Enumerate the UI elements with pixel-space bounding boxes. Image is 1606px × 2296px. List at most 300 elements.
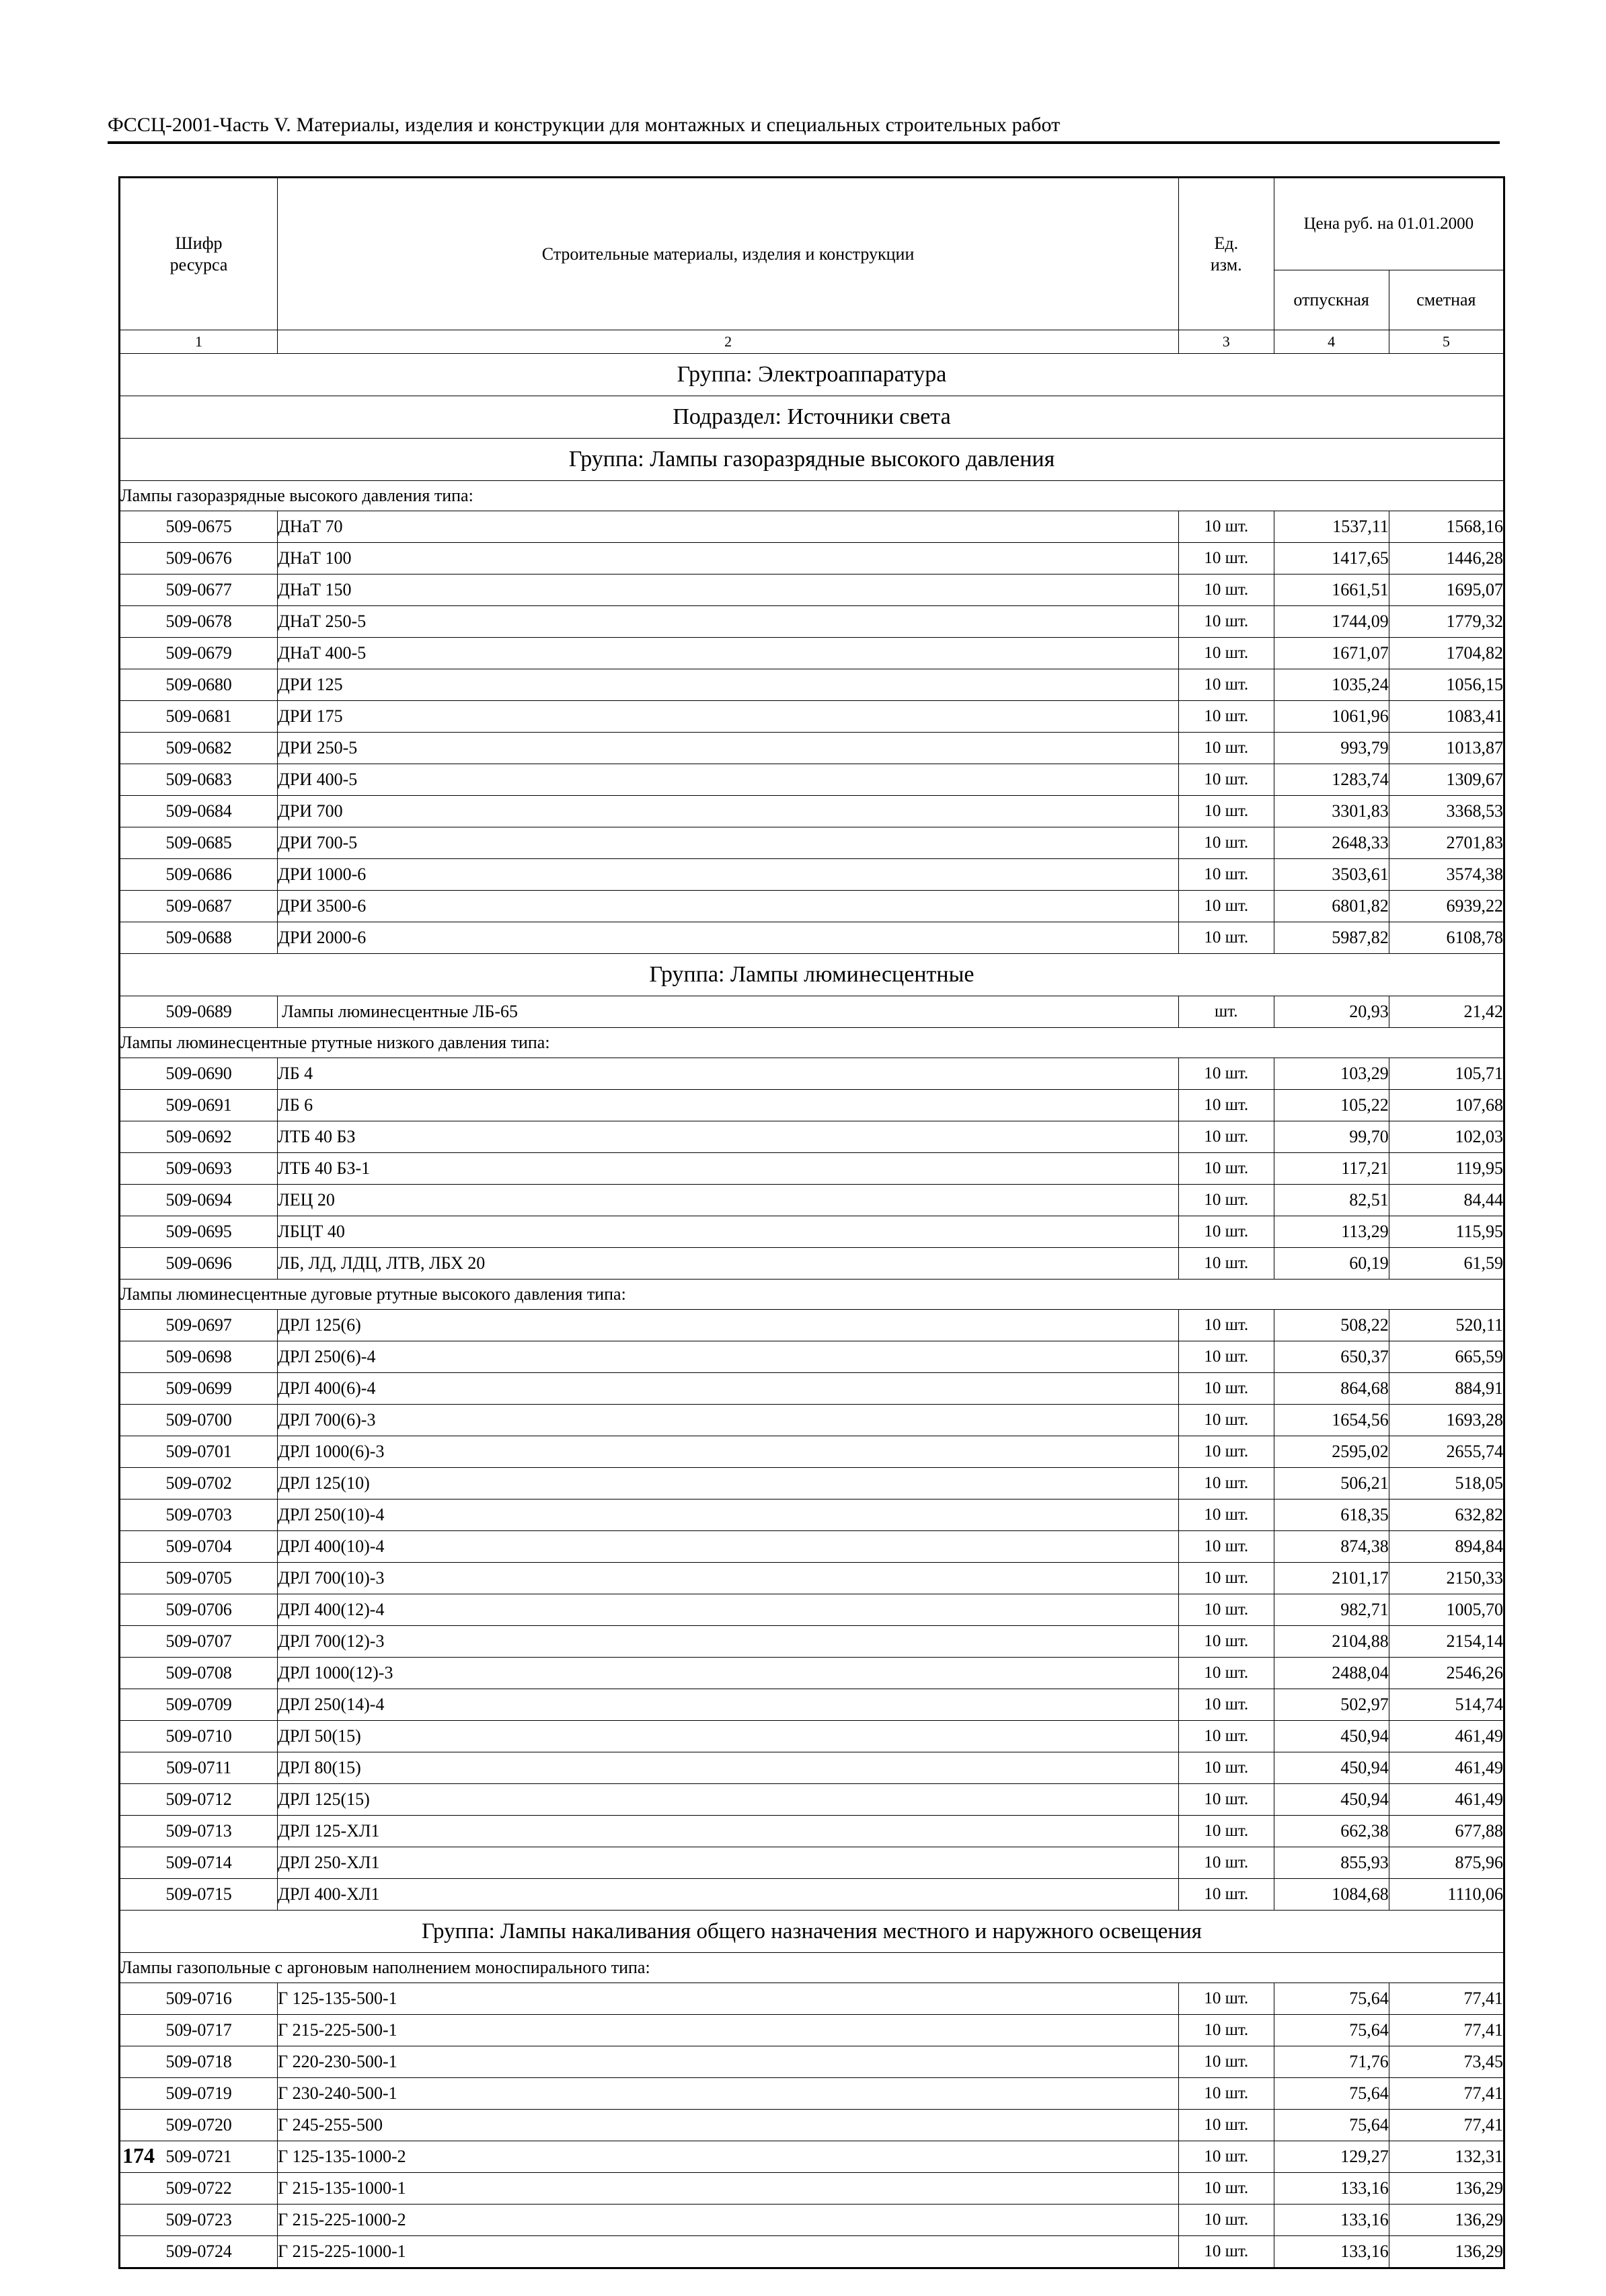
row-unit: 10 шт. <box>1179 796 1274 827</box>
subtitle-text: Лампы газоразрядные высокого давления типа: <box>120 481 1504 511</box>
row-resource-code: 509-0719 <box>120 2078 278 2110</box>
price-table <box>118 176 1505 2269</box>
row-price-release: 3503,61 <box>1274 859 1389 891</box>
row-material-name: ДНаТ 100 <box>278 543 1179 575</box>
row-material-name: ДРИ 700 <box>278 796 1179 827</box>
row-price-estimate: 6939,22 <box>1389 891 1504 922</box>
row-unit: 10 шт. <box>1179 1216 1274 1248</box>
subtitle-row <box>120 1028 1504 1058</box>
row-material-name: ДРЛ 700(6)-3 <box>278 1405 1179 1436</box>
row-unit: 10 шт. <box>1179 2046 1274 2078</box>
table-row <box>120 701 1504 733</box>
row-price-estimate: 514,74 <box>1389 1689 1504 1721</box>
row-material-name: ЛБ, ЛД, ЛДЦ, ЛТВ, ЛБХ 20 <box>278 1248 1179 1280</box>
row-unit: 10 шт. <box>1179 2173 1274 2205</box>
row-price-release: 1661,51 <box>1274 575 1389 606</box>
row-material-name: Г 245-255-500 <box>278 2110 1179 2141</box>
header-code-cell <box>120 178 278 330</box>
row-price-estimate: 677,88 <box>1389 1816 1504 1847</box>
row-unit: 10 шт. <box>1179 669 1274 701</box>
row-price-estimate: 84,44 <box>1389 1185 1504 1216</box>
row-resource-code: 509-0677 <box>120 575 278 606</box>
row-resource-code: 509-0702 <box>120 1468 278 1499</box>
table-row <box>120 2205 1504 2236</box>
header-unit-cell <box>1179 178 1274 330</box>
table-row <box>120 827 1504 859</box>
row-material-name: Г 215-225-1000-2 <box>278 2205 1179 2236</box>
table-row <box>120 1499 1504 1531</box>
row-price-estimate: 115,95 <box>1389 1216 1504 1248</box>
row-material-name: ДРИ 125 <box>278 669 1179 701</box>
row-unit: 10 шт. <box>1179 1784 1274 1816</box>
row-resource-code: 509-0701 <box>120 1436 278 1468</box>
row-resource-code: 509-0711 <box>120 1752 278 1784</box>
subtitle-row <box>120 1953 1504 1983</box>
row-price-release: 3301,83 <box>1274 796 1389 827</box>
table-row <box>120 1090 1504 1121</box>
row-price-estimate: 884,91 <box>1389 1373 1504 1405</box>
row-unit: 10 шт. <box>1179 1752 1274 1784</box>
row-material-name: Г 220-230-500-1 <box>278 2046 1179 2078</box>
table-row <box>120 733 1504 764</box>
table-row <box>120 543 1504 575</box>
row-resource-code: 509-0695 <box>120 1216 278 1248</box>
group-banner-row <box>120 354 1504 396</box>
header-code-line2: ресурса <box>169 254 228 274</box>
header-price-estimate: сметная <box>1389 270 1504 330</box>
row-price-release: 103,29 <box>1274 1058 1389 1090</box>
row-price-release: 75,64 <box>1274 2078 1389 2110</box>
table-row <box>120 1121 1504 1153</box>
subtitle-text: Лампы газопольные с аргоновым наполнением моноспирального типа: <box>120 1953 1504 1983</box>
row-resource-code: 509-0718 <box>120 2046 278 2078</box>
row-price-release: 82,51 <box>1274 1185 1389 1216</box>
subtitle-text: Лампы люминесцентные ртутные низкого давления типа: <box>120 1028 1504 1058</box>
row-material-name: ДРЛ 125(6) <box>278 1310 1179 1341</box>
running-head-rule <box>108 141 1500 144</box>
row-material-name: ДРЛ 250(10)-4 <box>278 1499 1179 1531</box>
table-row <box>120 2110 1504 2141</box>
row-resource-code: 509-0703 <box>120 1499 278 1531</box>
row-resource-code: 509-0681 <box>120 701 278 733</box>
subtitle-row <box>120 481 1504 511</box>
table-row <box>120 1373 1504 1405</box>
table-row <box>120 575 1504 606</box>
table-row <box>120 1531 1504 1563</box>
row-material-name: ДРИ 1000-6 <box>278 859 1179 891</box>
subtitle-row <box>120 1280 1504 1310</box>
header-code-line1: Шифр <box>175 233 223 253</box>
row-material-name: ДРЛ 1000(12)-3 <box>278 1658 1179 1689</box>
row-unit: шт. <box>1179 996 1274 1028</box>
row-price-release: 75,64 <box>1274 2110 1389 2141</box>
row-resource-code: 509-0688 <box>120 922 278 954</box>
row-unit: 10 шт. <box>1179 1153 1274 1185</box>
row-material-name: ДРЛ 400(10)-4 <box>278 1531 1179 1563</box>
row-price-release: 662,38 <box>1274 1816 1389 1847</box>
table-row <box>120 1983 1504 2015</box>
row-material-name: ДРЛ 400(12)-4 <box>278 1594 1179 1626</box>
row-material-name: ДРЛ 125-ХЛ1 <box>278 1816 1179 1847</box>
row-resource-code: 509-0712 <box>120 1784 278 1816</box>
group-banner-row <box>120 439 1504 481</box>
group-banner-text: Группа: Лампы люминесцентные <box>120 954 1504 996</box>
row-unit: 10 шт. <box>1179 764 1274 796</box>
row-price-estimate: 2701,83 <box>1389 827 1504 859</box>
row-price-release: 1417,65 <box>1274 543 1389 575</box>
row-price-release: 1671,07 <box>1274 638 1389 669</box>
row-resource-code: 509-0714 <box>120 1847 278 1879</box>
row-price-release: 133,16 <box>1274 2205 1389 2236</box>
row-price-estimate: 1013,87 <box>1389 733 1504 764</box>
table-row <box>120 891 1504 922</box>
row-price-estimate: 105,71 <box>1389 1058 1504 1090</box>
row-resource-code: 509-0691 <box>120 1090 278 1121</box>
row-unit: 10 шт. <box>1179 638 1274 669</box>
table-row <box>120 764 1504 796</box>
row-price-estimate: 875,96 <box>1389 1847 1504 1879</box>
row-price-release: 506,21 <box>1274 1468 1389 1499</box>
row-unit: 10 шт. <box>1179 1531 1274 1563</box>
row-price-estimate: 136,29 <box>1389 2236 1504 2268</box>
row-material-name: ДРИ 400-5 <box>278 764 1179 796</box>
row-unit: 10 шт. <box>1179 1341 1274 1373</box>
row-price-release: 1744,09 <box>1274 606 1389 638</box>
row-price-estimate: 1005,70 <box>1389 1594 1504 1626</box>
row-price-release: 105,22 <box>1274 1090 1389 1121</box>
row-unit: 10 шт. <box>1179 1436 1274 1468</box>
row-resource-code: 509-0690 <box>120 1058 278 1090</box>
table-row <box>120 1216 1504 1248</box>
header-unit-line2: изм. <box>1210 254 1242 274</box>
row-price-release: 982,71 <box>1274 1594 1389 1626</box>
row-price-release: 508,22 <box>1274 1310 1389 1341</box>
row-resource-code: 509-0685 <box>120 827 278 859</box>
column-number-2: 2 <box>278 330 1179 354</box>
row-price-estimate: 136,29 <box>1389 2173 1504 2205</box>
row-material-name: ДРИ 2000-6 <box>278 922 1179 954</box>
row-unit: 10 шт. <box>1179 1594 1274 1626</box>
row-material-name: Г 215-225-1000-1 <box>278 2236 1179 2268</box>
row-unit: 10 шт. <box>1179 1405 1274 1436</box>
row-price-estimate: 119,95 <box>1389 1153 1504 1185</box>
row-unit: 10 шт. <box>1179 2110 1274 2141</box>
row-material-name: ДРЛ 50(15) <box>278 1721 1179 1752</box>
table-row <box>120 1058 1504 1090</box>
row-resource-code: 509-0694 <box>120 1185 278 1216</box>
table-row <box>120 996 1504 1028</box>
row-material-name: ДРЛ 125(10) <box>278 1468 1179 1499</box>
row-unit: 10 шт. <box>1179 1847 1274 1879</box>
row-resource-code: 509-0684 <box>120 796 278 827</box>
table-row <box>120 859 1504 891</box>
row-price-release: 129,27 <box>1274 2141 1389 2173</box>
row-unit: 10 шт. <box>1179 859 1274 891</box>
row-price-estimate: 102,03 <box>1389 1121 1504 1153</box>
row-price-release: 1654,56 <box>1274 1405 1389 1436</box>
row-resource-code: 509-0699 <box>120 1373 278 1405</box>
row-price-estimate: 1083,41 <box>1389 701 1504 733</box>
row-resource-code: 509-0675 <box>120 511 278 543</box>
row-resource-code: 509-0683 <box>120 764 278 796</box>
row-resource-code: 509-0680 <box>120 669 278 701</box>
row-price-release: 2595,02 <box>1274 1436 1389 1468</box>
row-price-estimate: 77,41 <box>1389 1983 1504 2015</box>
row-material-name: ЛБЦТ 40 <box>278 1216 1179 1248</box>
table-row <box>120 1153 1504 1185</box>
row-price-estimate: 2546,26 <box>1389 1658 1504 1689</box>
row-price-release: 99,70 <box>1274 1121 1389 1153</box>
row-unit: 10 шт. <box>1179 1310 1274 1341</box>
table-row <box>120 2046 1504 2078</box>
row-price-release: 1084,68 <box>1274 1879 1389 1911</box>
group-banner-text: Группа: Лампы газоразрядные высокого давления <box>120 439 1504 481</box>
row-price-estimate: 132,31 <box>1389 2141 1504 2173</box>
table-row <box>120 1436 1504 1468</box>
row-price-release: 2488,04 <box>1274 1658 1389 1689</box>
row-price-release: 20,93 <box>1274 996 1389 1028</box>
row-price-release: 2648,33 <box>1274 827 1389 859</box>
row-price-estimate: 1704,82 <box>1389 638 1504 669</box>
row-resource-code: 509-0715 <box>120 1879 278 1911</box>
row-material-name: ДНаТ 400-5 <box>278 638 1179 669</box>
row-resource-code: 509-0724 <box>120 2236 278 2268</box>
column-number-4: 4 <box>1274 330 1389 354</box>
row-price-estimate: 73,45 <box>1389 2046 1504 2078</box>
row-material-name: ДРЛ 400-ХЛ1 <box>278 1879 1179 1911</box>
table-row <box>120 511 1504 543</box>
row-price-release: 874,38 <box>1274 1531 1389 1563</box>
row-price-estimate: 665,59 <box>1389 1341 1504 1373</box>
row-resource-code: 509-0698 <box>120 1341 278 1373</box>
row-material-name: ДРЛ 400(6)-4 <box>278 1373 1179 1405</box>
row-price-release: 75,64 <box>1274 1983 1389 2015</box>
row-resource-code: 509-0723 <box>120 2205 278 2236</box>
row-material-name: ДРЛ 1000(6)-3 <box>278 1436 1179 1468</box>
row-price-release: 60,19 <box>1274 1248 1389 1280</box>
row-resource-code: 509-0721 <box>120 2141 278 2173</box>
table-row <box>120 1847 1504 1879</box>
table-row <box>120 1405 1504 1436</box>
row-unit: 10 шт. <box>1179 2236 1274 2268</box>
row-material-name: ЛБ 6 <box>278 1090 1179 1121</box>
row-price-release: 650,37 <box>1274 1341 1389 1373</box>
row-resource-code: 509-0678 <box>120 606 278 638</box>
row-material-name: ДРИ 3500-6 <box>278 891 1179 922</box>
row-unit: 10 шт. <box>1179 827 1274 859</box>
table-row <box>120 1341 1504 1373</box>
table-row <box>120 1752 1504 1784</box>
row-resource-code: 509-0692 <box>120 1121 278 1153</box>
header-unit-line1: Ед. <box>1214 233 1239 253</box>
row-material-name: Г 125-135-500-1 <box>278 1983 1179 2015</box>
row-price-estimate: 107,68 <box>1389 1090 1504 1121</box>
header-row <box>120 178 1504 270</box>
row-resource-code: 509-0705 <box>120 1563 278 1594</box>
row-price-release: 502,97 <box>1274 1689 1389 1721</box>
row-unit: 10 шт. <box>1179 1090 1274 1121</box>
row-unit: 10 шт. <box>1179 1816 1274 1847</box>
column-number-1: 1 <box>120 330 278 354</box>
table-row <box>120 1879 1504 1911</box>
row-price-release: 2104,88 <box>1274 1626 1389 1658</box>
row-material-name: Г 230-240-500-1 <box>278 2078 1179 2110</box>
row-resource-code: 509-0686 <box>120 859 278 891</box>
row-material-name: Г 215-135-1000-1 <box>278 2173 1179 2205</box>
row-price-release: 1061,96 <box>1274 701 1389 733</box>
row-price-estimate: 61,59 <box>1389 1248 1504 1280</box>
row-price-estimate: 894,84 <box>1389 1531 1504 1563</box>
row-unit: 10 шт. <box>1179 1689 1274 1721</box>
row-price-release: 450,94 <box>1274 1784 1389 1816</box>
row-resource-code: 509-0679 <box>120 638 278 669</box>
group-banner-row <box>120 954 1504 996</box>
table-row <box>120 1784 1504 1816</box>
row-material-name: Г 125-135-1000-2 <box>278 2141 1179 2173</box>
row-unit: 10 шт. <box>1179 511 1274 543</box>
row-price-estimate: 461,49 <box>1389 1752 1504 1784</box>
row-resource-code: 509-0706 <box>120 1594 278 1626</box>
row-material-name: ДНаТ 70 <box>278 511 1179 543</box>
row-unit: 10 шт. <box>1179 1563 1274 1594</box>
table-row <box>120 2078 1504 2110</box>
row-resource-code: 509-0707 <box>120 1626 278 1658</box>
row-price-release: 993,79 <box>1274 733 1389 764</box>
row-material-name: ДРЛ 250-ХЛ1 <box>278 1847 1179 1879</box>
row-price-estimate: 518,05 <box>1389 1468 1504 1499</box>
group-banner-text: Группа: Электроаппаратура <box>120 354 1504 396</box>
table-row <box>120 2236 1504 2268</box>
row-unit: 10 шт. <box>1179 891 1274 922</box>
row-price-estimate: 632,82 <box>1389 1499 1504 1531</box>
row-material-name: ДРЛ 700(10)-3 <box>278 1563 1179 1594</box>
row-resource-code: 509-0687 <box>120 891 278 922</box>
column-number-row <box>120 330 1504 354</box>
row-price-estimate: 1568,16 <box>1389 511 1504 543</box>
page-number: 174 <box>122 2143 155 2168</box>
row-material-name: ДРИ 250-5 <box>278 733 1179 764</box>
row-price-estimate: 2655,74 <box>1389 1436 1504 1468</box>
row-material-name: Г 215-225-500-1 <box>278 2015 1179 2046</box>
row-resource-code: 509-0717 <box>120 2015 278 2046</box>
row-unit: 10 шт. <box>1179 1185 1274 1216</box>
row-price-release: 2101,17 <box>1274 1563 1389 1594</box>
row-material-name: ДРЛ 700(12)-3 <box>278 1626 1179 1658</box>
row-resource-code: 509-0713 <box>120 1816 278 1847</box>
row-resource-code: 509-0704 <box>120 1531 278 1563</box>
row-unit: 10 шт. <box>1179 1721 1274 1752</box>
group-banner-text: Группа: Лампы накаливания общего назначения местного и наружного освещения <box>120 1911 1504 1953</box>
subtitle-text: Лампы люминесцентные дуговые ртутные высокого давления типа: <box>120 1280 1504 1310</box>
row-material-name: ДНаТ 250-5 <box>278 606 1179 638</box>
row-unit: 10 шт. <box>1179 1058 1274 1090</box>
row-price-estimate: 1056,15 <box>1389 669 1504 701</box>
row-resource-code: 509-0697 <box>120 1310 278 1341</box>
row-material-name: ДРЛ 80(15) <box>278 1752 1179 1784</box>
table-row <box>120 669 1504 701</box>
row-resource-code: 509-0682 <box>120 733 278 764</box>
table-row <box>120 1658 1504 1689</box>
row-material-name: ЛТБ 40 БЗ <box>278 1121 1179 1153</box>
row-resource-code: 509-0708 <box>120 1658 278 1689</box>
row-price-release: 117,21 <box>1274 1153 1389 1185</box>
row-unit: 10 шт. <box>1179 2141 1274 2173</box>
row-price-estimate: 77,41 <box>1389 2015 1504 2046</box>
row-price-estimate: 136,29 <box>1389 2205 1504 2236</box>
column-number-5: 5 <box>1389 330 1504 354</box>
row-price-release: 75,64 <box>1274 2015 1389 2046</box>
table-head <box>120 178 1504 354</box>
row-unit: 10 шт. <box>1179 1983 1274 2015</box>
row-unit: 10 шт. <box>1179 575 1274 606</box>
row-material-name: ДРЛ 250(6)-4 <box>278 1341 1179 1373</box>
table-row <box>120 1185 1504 1216</box>
row-unit: 10 шт. <box>1179 733 1274 764</box>
row-price-estimate: 6108,78 <box>1389 922 1504 954</box>
table-row <box>120 638 1504 669</box>
row-price-release: 864,68 <box>1274 1373 1389 1405</box>
table-row <box>120 2015 1504 2046</box>
row-unit: 10 шт. <box>1179 2078 1274 2110</box>
table-row <box>120 922 1504 954</box>
row-material-name: ДРИ 175 <box>278 701 1179 733</box>
header-price-release: отпускная <box>1274 270 1389 330</box>
row-resource-code: 509-0696 <box>120 1248 278 1280</box>
row-resource-code: 509-0693 <box>120 1153 278 1185</box>
group-banner-text: Подраздел: Источники света <box>120 396 1504 439</box>
row-price-estimate: 2154,14 <box>1389 1626 1504 1658</box>
running-head <box>108 113 1500 144</box>
column-number-3: 3 <box>1179 330 1274 354</box>
row-unit: 10 шт. <box>1179 1373 1274 1405</box>
row-price-release: 6801,82 <box>1274 891 1389 922</box>
row-resource-code: 509-0716 <box>120 1983 278 2015</box>
row-price-release: 133,16 <box>1274 2173 1389 2205</box>
row-price-estimate: 1695,07 <box>1389 575 1504 606</box>
row-unit: 10 шт. <box>1179 1626 1274 1658</box>
row-price-estimate: 77,41 <box>1389 2078 1504 2110</box>
row-resource-code: 509-0710 <box>120 1721 278 1752</box>
row-unit: 10 шт. <box>1179 1468 1274 1499</box>
row-price-estimate: 77,41 <box>1389 2110 1504 2141</box>
row-price-estimate: 2150,33 <box>1389 1563 1504 1594</box>
row-price-release: 133,16 <box>1274 2236 1389 2268</box>
row-price-estimate: 1693,28 <box>1389 1405 1504 1436</box>
row-unit: 10 шт. <box>1179 2205 1274 2236</box>
row-price-release: 618,35 <box>1274 1499 1389 1531</box>
row-price-estimate: 1309,67 <box>1389 764 1504 796</box>
row-price-estimate: 461,49 <box>1389 1784 1504 1816</box>
row-price-release: 450,94 <box>1274 1721 1389 1752</box>
row-material-name: Лампы люминесцентные ЛБ-65 <box>278 996 1179 1028</box>
row-material-name: ДНаТ 150 <box>278 575 1179 606</box>
row-resource-code: 509-0720 <box>120 2110 278 2141</box>
row-unit: 10 шт. <box>1179 1879 1274 1911</box>
running-head-text: ФССЦ-2001-Часть V. Материалы, изделия и конструкции для монтажных и специальных строительных работ <box>108 114 1061 136</box>
row-price-release: 1283,74 <box>1274 764 1389 796</box>
row-price-release: 71,76 <box>1274 2046 1389 2078</box>
row-unit: 10 шт. <box>1179 1121 1274 1153</box>
table-row <box>120 1310 1504 1341</box>
row-resource-code: 509-0676 <box>120 543 278 575</box>
row-price-estimate: 1446,28 <box>1389 543 1504 575</box>
row-price-release: 5987,82 <box>1274 922 1389 954</box>
group-banner-row <box>120 396 1504 439</box>
row-material-name: ДРЛ 125(15) <box>278 1784 1179 1816</box>
row-unit: 10 шт. <box>1179 2015 1274 2046</box>
row-material-name: ЛБ 4 <box>278 1058 1179 1090</box>
row-unit: 10 шт. <box>1179 701 1274 733</box>
